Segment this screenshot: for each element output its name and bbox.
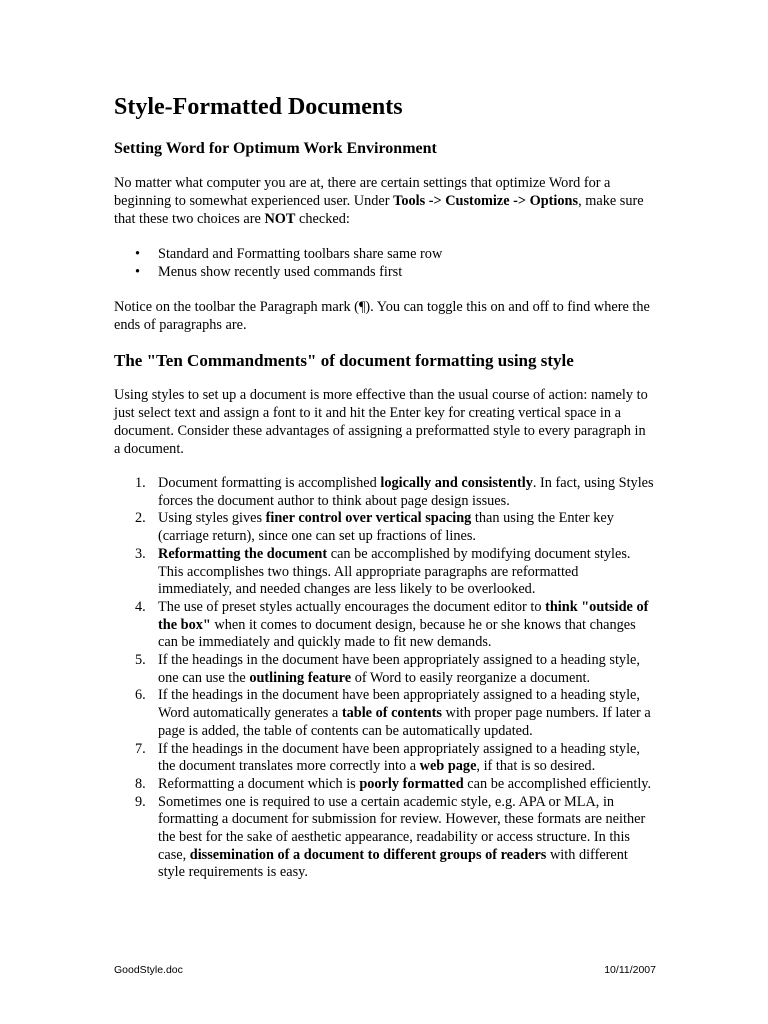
footer-filename: GoodStyle.doc <box>114 964 183 976</box>
bullet-icon: • <box>135 264 141 280</box>
list-item <box>114 652 654 687</box>
emphasis-bold: table of contents <box>341 705 442 722</box>
paragraph-mark-notice: Notice on the toolbar the Paragraph mark (¶). You can toggle this on and off to find where the ends of paragraphs are. <box>114 299 650 333</box>
text-run: If the headings in the document have been appropriately assigned to a heading style, Word automatically generates a <box>158 687 640 722</box>
list-item <box>114 741 654 776</box>
item-number: 4. <box>135 598 146 615</box>
text-run: checked: <box>295 211 350 227</box>
text-run: Reformatting a document which is <box>158 775 360 792</box>
text-run: with proper page numbers. If later a page is added, the table of contents can be automatically updated. <box>158 705 651 739</box>
document-title: Style-Formatted Documents <box>114 94 403 120</box>
emphasis-bold: web page <box>419 758 477 775</box>
text-run: can be accomplished by modifying document styles. This accomplishes two things. All appropriate paragraphs are reformatted immediately, and needed changes are less likely to be overlooked. <box>158 545 631 598</box>
text-run: of Word to easily reorganize a document. <box>351 669 591 686</box>
text-run: can be accomplished efficiently. <box>463 775 652 792</box>
bullet-icon: • <box>135 246 141 262</box>
item-number: 8. <box>135 775 146 792</box>
menu-path-bold: Tools -> Customize -> Options <box>393 193 579 209</box>
list-item <box>114 687 654 740</box>
text-run: If the headings in the document have been appropriately assigned to a heading style, the document translates more correctly into a <box>158 740 640 775</box>
list-item-text: Menus show recently used commands first <box>158 264 403 280</box>
section-heading-settings: Setting Word for Optimum Work Environment <box>114 140 437 157</box>
emphasis-bold: poorly formatted <box>359 775 464 792</box>
document-body <box>114 92 654 882</box>
text-run: . In fact, using Styles forces the document author to think about page design issues. <box>158 475 654 509</box>
item-number: 6. <box>135 687 146 704</box>
section-heading-commandments: The "Ten Commandments" of document formatting using style <box>114 351 574 370</box>
emphasis-bold: Reformatting the document <box>158 545 328 562</box>
list-item <box>114 510 654 545</box>
settings-bullet-list <box>114 245 654 281</box>
emphasis-bold: dissemination of a document to different groups of readers <box>189 846 547 863</box>
list-item <box>114 245 654 263</box>
item-number: 2. <box>135 510 146 527</box>
commandments-list <box>114 475 654 882</box>
settings-intro-paragraph <box>114 174 654 228</box>
text-run: Sometimes one is required to use a certain academic style, e.g. APA or MLA, in formatting a document for submission for review. However, these formats are neither the best for the sake of aesthetic appearance, readability or access structure. In this case, <box>158 793 646 863</box>
text-run: If the headings in the document have been appropriately assigned to a heading style, one can use the <box>158 652 640 686</box>
emphasis-bold: think "outside of the box" <box>158 598 649 633</box>
list-item-text: Standard and Formatting toolbars share same row <box>158 246 443 262</box>
item-number: 3. <box>135 545 146 562</box>
text-run: than using the Enter key (carriage return), since one can set up fractions of lines. <box>158 510 614 545</box>
text-run: The use of preset styles actually encourages the document editor to <box>158 598 546 615</box>
text-run: Using styles gives <box>158 510 266 527</box>
text-run: No matter what computer you are at, there are certain settings that optimize Word for a beginning to somewhat experienced user. Under <box>114 175 611 209</box>
item-number: 7. <box>135 740 146 757</box>
text-run: Document formatting is accomplished <box>158 475 381 491</box>
emphasis-bold: logically and consistently <box>380 475 533 491</box>
list-item <box>114 546 654 599</box>
list-item <box>114 263 654 281</box>
text-run: when it comes to document design, because he or she knows that changes can be immediately and quickly made to fit new demands. <box>158 616 636 651</box>
list-item <box>114 794 654 883</box>
text-run: with different style requirements is easy. <box>158 846 628 881</box>
emphasis-bold: finer control over vertical spacing <box>265 510 472 527</box>
text-run: , if that is so desired. <box>476 758 596 775</box>
emphasis-bold: outlining feature <box>249 669 352 686</box>
item-number: 9. <box>135 793 146 810</box>
item-number: 5. <box>135 652 146 669</box>
commandments-intro-paragraph: Using styles to set up a document is more effective than the usual course of action: namely to just select text and assign a font to it and hit the Enter key for creating vertical space in a document. Consider these advantages of assigning a preformatted style to every paragraph in a document. <box>114 387 648 457</box>
item-number: 1. <box>135 475 146 491</box>
not-bold: NOT <box>264 211 296 227</box>
list-item <box>114 475 654 510</box>
list-item <box>114 599 654 652</box>
list-item <box>114 776 654 794</box>
footer-date: 10/11/2007 <box>604 964 656 976</box>
text-run: , make sure that these two choices are <box>114 193 644 227</box>
